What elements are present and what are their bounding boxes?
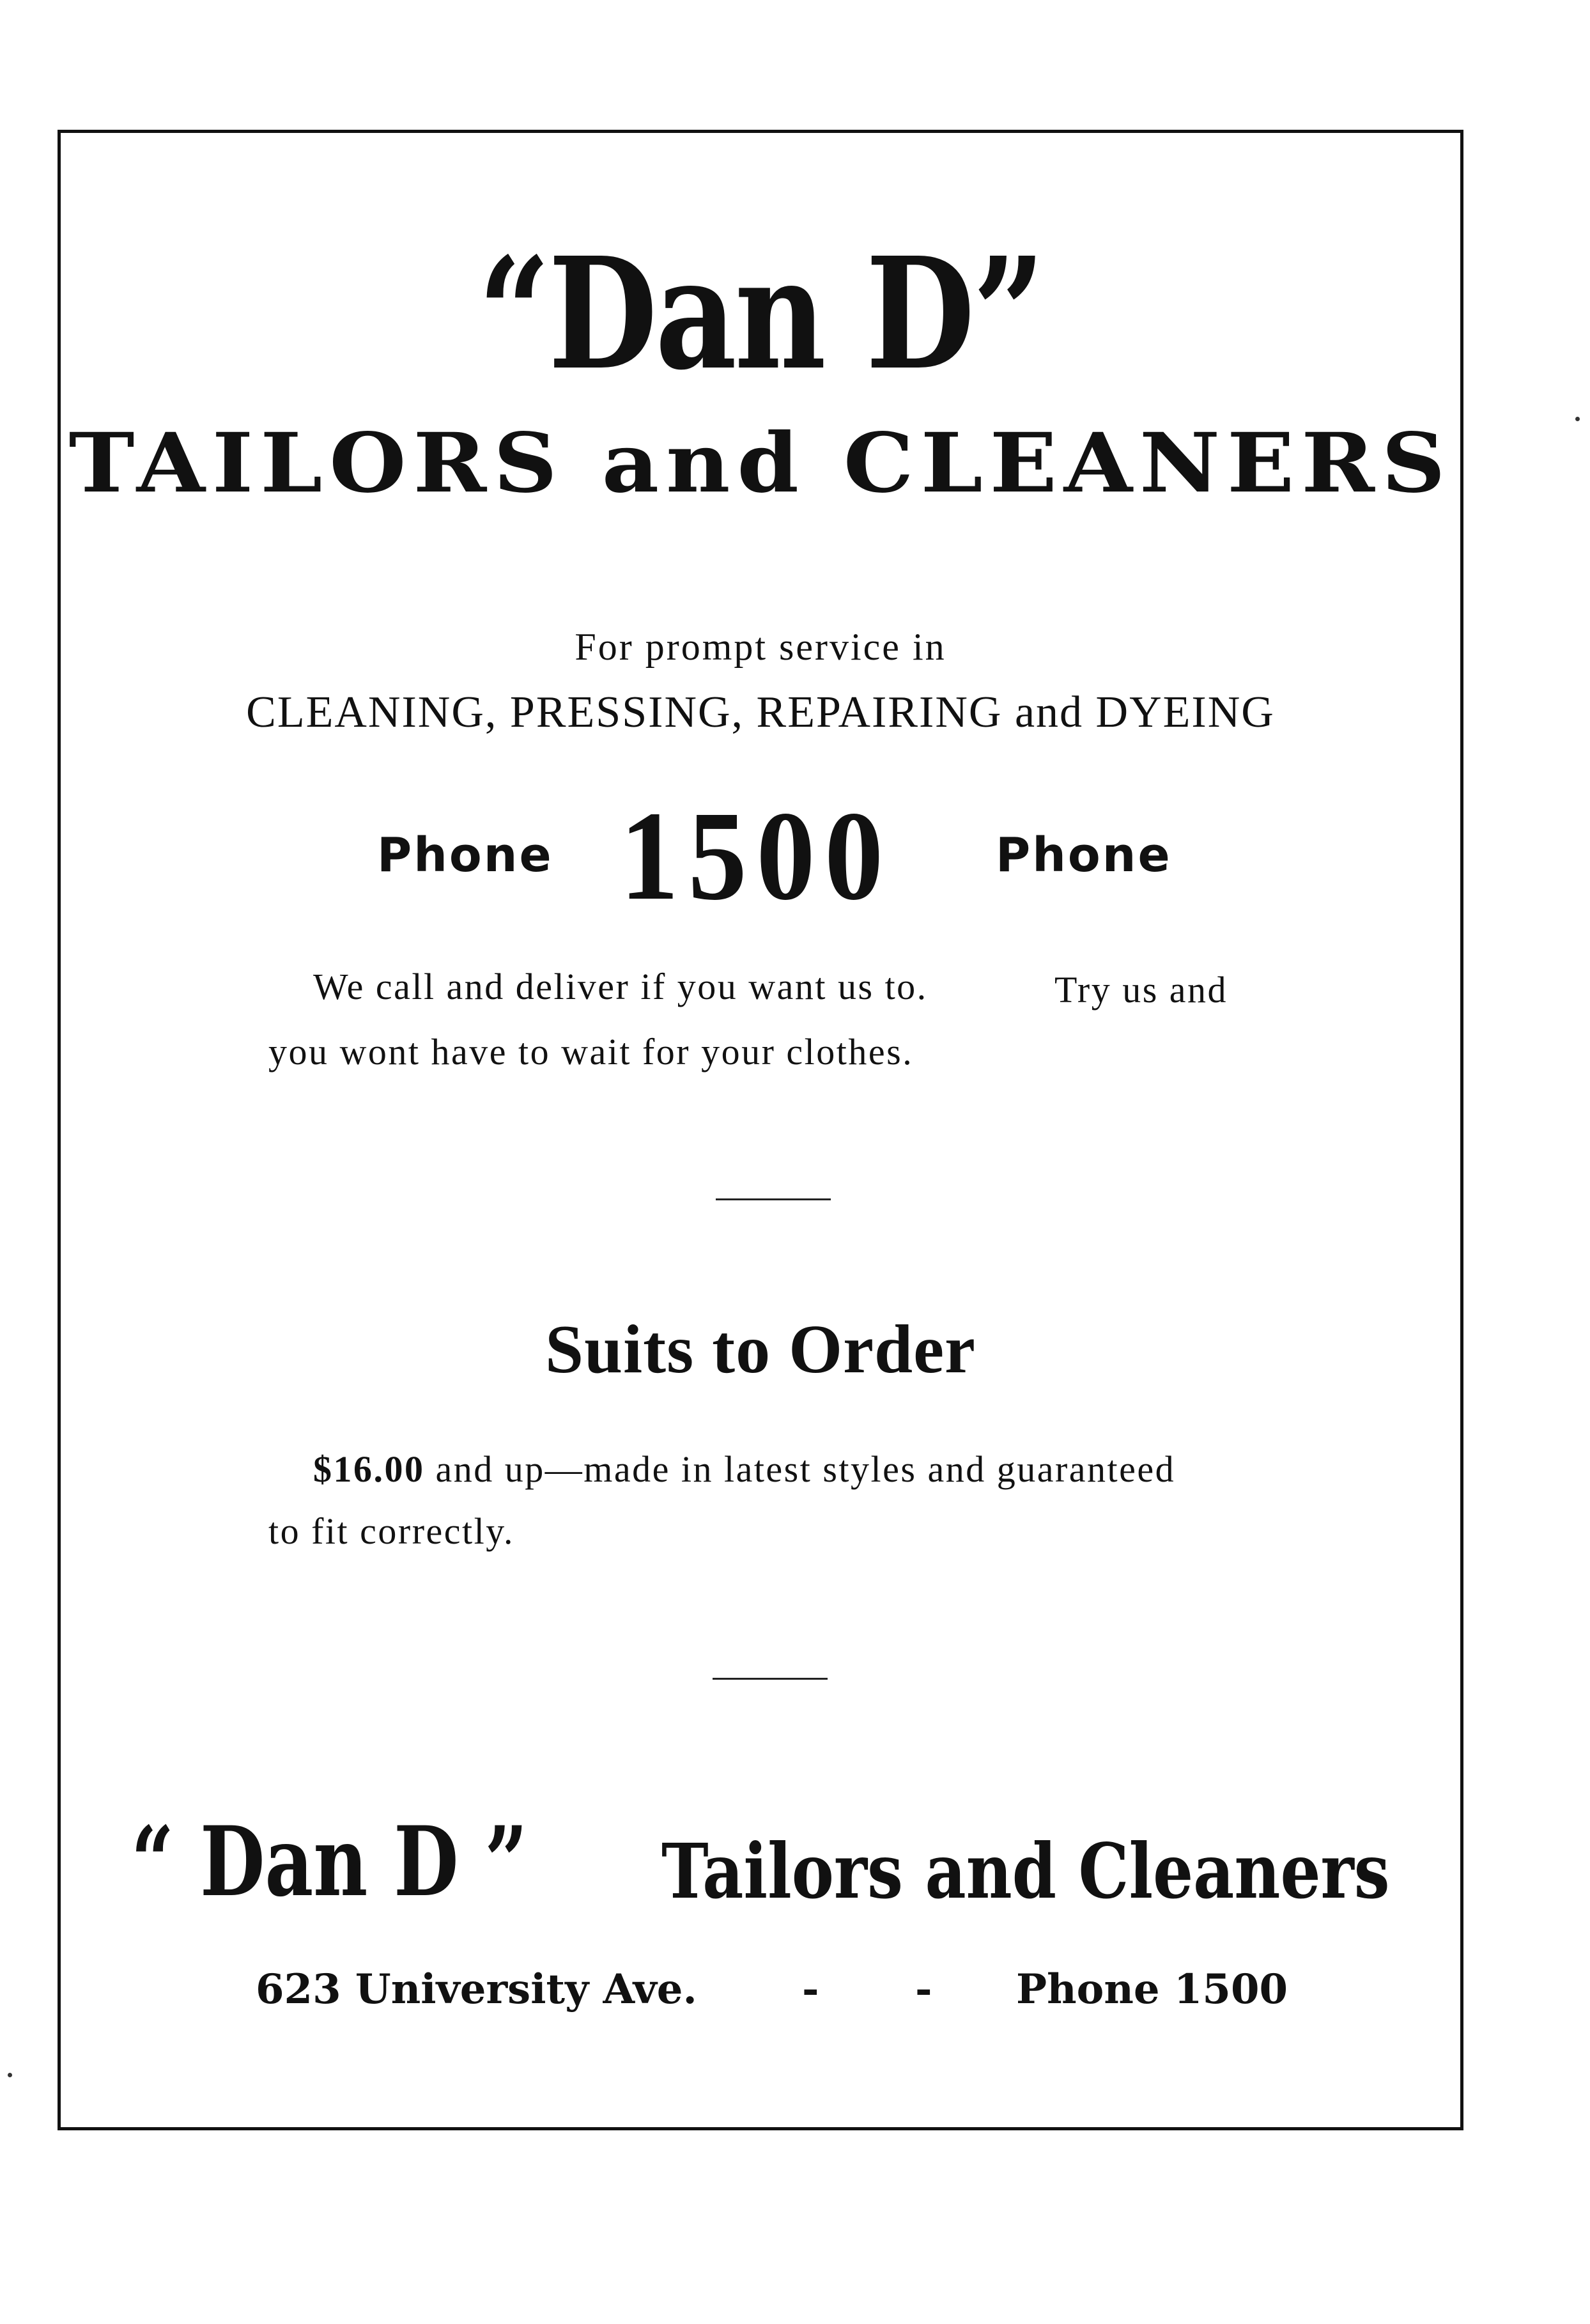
footer-separator: - — [802, 1965, 819, 2013]
suits-text-line1-rest: and up—made in latest styles and guaranteed — [424, 1448, 1176, 1490]
phone-number: 1500 — [620, 786, 893, 927]
delivery-text-line1-end: Try us and — [1054, 969, 1228, 1011]
suits-text-line1 — [313, 1448, 1175, 1491]
suits-text-line2: to fit correctly. — [268, 1510, 514, 1552]
footer-separator: - — [915, 1965, 932, 2013]
section-divider — [716, 1198, 831, 1200]
ad-subhead: TAILORS and CLEANERS — [68, 415, 1453, 511]
footer-phone: Phone 1500 — [1016, 1965, 1288, 2013]
footer-address: 623 University Ave. — [256, 1965, 697, 2013]
delivery-text-line2: you wont have to wait for your clothes. — [268, 1031, 914, 1073]
phone-label-right: Phone — [996, 828, 1172, 883]
ad-headline: “Dan D” — [478, 224, 1043, 404]
delivery-text-line1: We call and deliver if you want us to. — [313, 966, 928, 1007]
phone-row — [58, 783, 1463, 927]
footer-tagline: Tailors and Cleaners — [661, 1827, 1390, 1916]
phone-label-left: Phone — [377, 828, 553, 883]
prompt-service-line: For prompt service in — [575, 626, 946, 668]
suits-heading: Suits to Order — [545, 1312, 976, 1388]
suits-price: $16.00 — [313, 1448, 425, 1490]
print-speck — [8, 2073, 12, 2077]
print-speck — [1575, 417, 1580, 421]
section-divider — [713, 1678, 828, 1680]
footer-business-name: “ Dan D ” — [131, 1806, 528, 1918]
services-line: CLEANING, PRESSING, REPAIRING and DYEING — [246, 688, 1275, 737]
